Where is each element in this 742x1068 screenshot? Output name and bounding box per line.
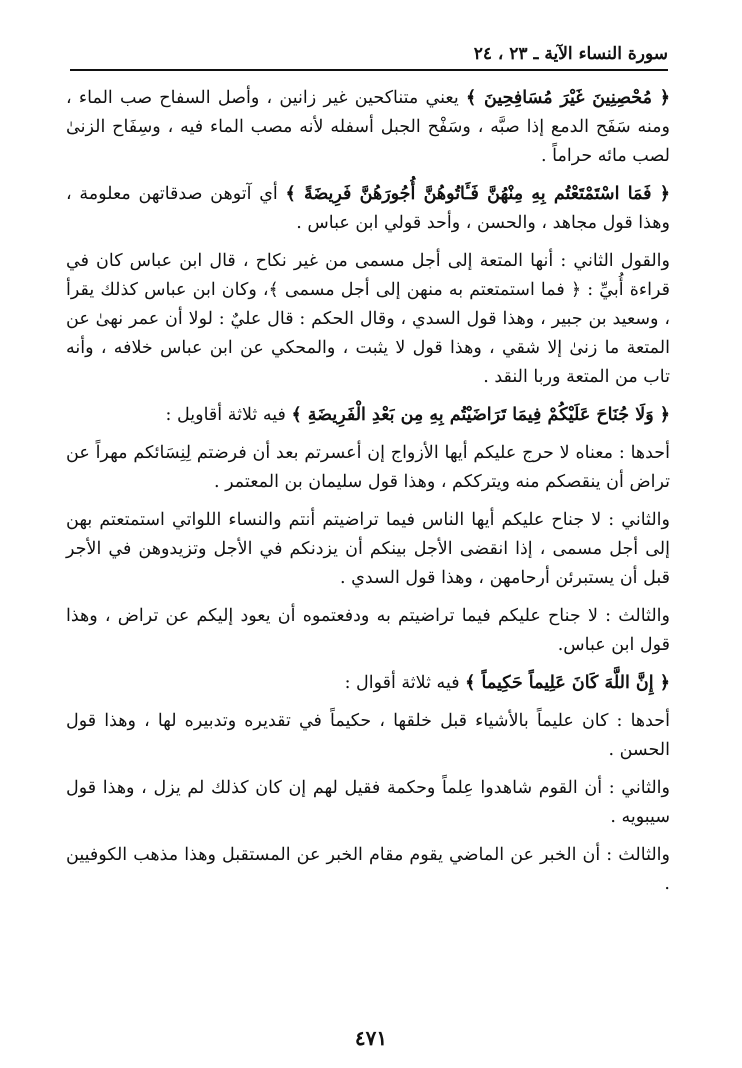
paragraph-text: والثاني : لا جناح عليكم أيها الناس فيما تراضيتم أنتم والنساء اللواتي استمتعتم بهن إلى أجل مسمى ، إذا انقضى الأجل بينكم أن يزدنكم في الأجل وتزيدوهن في الأجر قبل أن يستبرئن أرحامهن ، وهذا قول السدي . (66, 510, 670, 588)
paragraph-6 (66, 506, 670, 593)
quranic-verse: ﴿ إِنَّ اللَّهَ كَانَ عَلِيماً حَكِيماً ﴾ (465, 673, 670, 693)
paragraph-10 (66, 774, 670, 832)
quranic-verse: ﴿ وَلَا جُنَاحَ عَلَيْكُمْ فِيمَا تَرَاضَيْتُم بِهِ مِن بَعْدِ الْفَرِيضَةِ ﴾ (291, 405, 670, 425)
page-number: ٤٧١ (354, 1026, 388, 1050)
quranic-verse: ﴿ مُحْصِنِينَ غَيْرَ مُسَافِحِينَ ﴾ (465, 88, 670, 108)
paragraph-2 (66, 180, 670, 238)
paragraph-4 (66, 401, 670, 430)
paragraph-text: فيه ثلاثة أقاويل : (165, 405, 292, 425)
paragraph-11 (66, 841, 670, 899)
running-header (70, 40, 668, 70)
paragraph-5 (66, 439, 670, 497)
paragraph-text: أي آتوهن صدقاتهن معلومة ، وهذا قول مجاهد ، والحسن ، وأحد قولي ابن عباس . (66, 184, 670, 233)
paragraph-text: والثالث : لا جناح عليكم فيما تراضيتم به ودفعتموه أن يعود إليكم عن تراض ، وهذا قول ابن عباس. (66, 606, 670, 655)
header-rule (70, 69, 668, 71)
paragraph-3 (66, 247, 670, 392)
paragraph-8 (66, 669, 670, 698)
paragraph-text: والقول الثاني : أنها المتعة إلى أجل مسمى من غير نكاح ، قال ابن عباس كان في قراءة أُبيِّ : ﴿ فما استمتعتم به منهن إلى أجل مسمى ﴾، وكان ابن عباس كذلك يقرأ ، وسعيد بن جبير ، وهذا قول السدي ، وقال الحكم : قال عليٌ : لولا أن عمر نهىٰ عن المتعة ما زنىٰ إلا شقي ، وهذا قول لا يثبت ، والمحكي عن ابن عباس خلافه ، وأنه تاب من المتعة وربا النقد . (66, 251, 670, 387)
paragraph-text: أحدها : كان عليماً بالأشياء قبل خلقها ، حكيماً في تقديره وتدبيره لها ، وهذا قول الحسن . (66, 711, 670, 760)
paragraph-1 (66, 84, 670, 171)
paragraph-text: والثالث : أن الخبر عن الماضي يقوم مقام الخبر عن المستقبل وهذا مذهب الكوفيين . (66, 845, 670, 894)
paragraph-text: فيه ثلاثة أقوال : (344, 673, 466, 693)
paragraph-text: أحدها : معناه لا حرج عليكم أيها الأزواج إن أعسرتم بعد أن فرضتم لِنِسَائكم مهراً عن تراض أن ينقصكم منه ويترككم ، وهذا قول سليمان بن المعتمر . (66, 443, 670, 492)
paragraph-7 (66, 602, 670, 660)
quranic-verse: ﴿ فَمَا اسْتَمْتَعْتُم بِهِ مِنْهُنَّ فَـَٔاتُوهُنَّ أُجُورَهُنَّ فَرِيضَةً ﴾ (285, 184, 670, 204)
paragraph-text: والثاني : أن القوم شاهدوا عِلماً وحكمة فقيل لهم إن كان كذلك لم يزل ، وهذا قول سيبويه . (66, 778, 670, 827)
body-text (66, 84, 670, 908)
paragraph-9 (66, 707, 670, 765)
paragraph-text: يعني متناكحين غير زانين ، وأصل السفاح صب الماء ، ومنه سَفَح الدمع إذا صبَّه ، وسَفْح الجبل أسفله لأنه مصب الماء فيه ، وسِفَاح الزنىٰ لصب مائه حراماً . (66, 88, 670, 166)
header-title: سورة النساء الآية ـ ٢٣ ، ٢٤ (473, 44, 668, 64)
